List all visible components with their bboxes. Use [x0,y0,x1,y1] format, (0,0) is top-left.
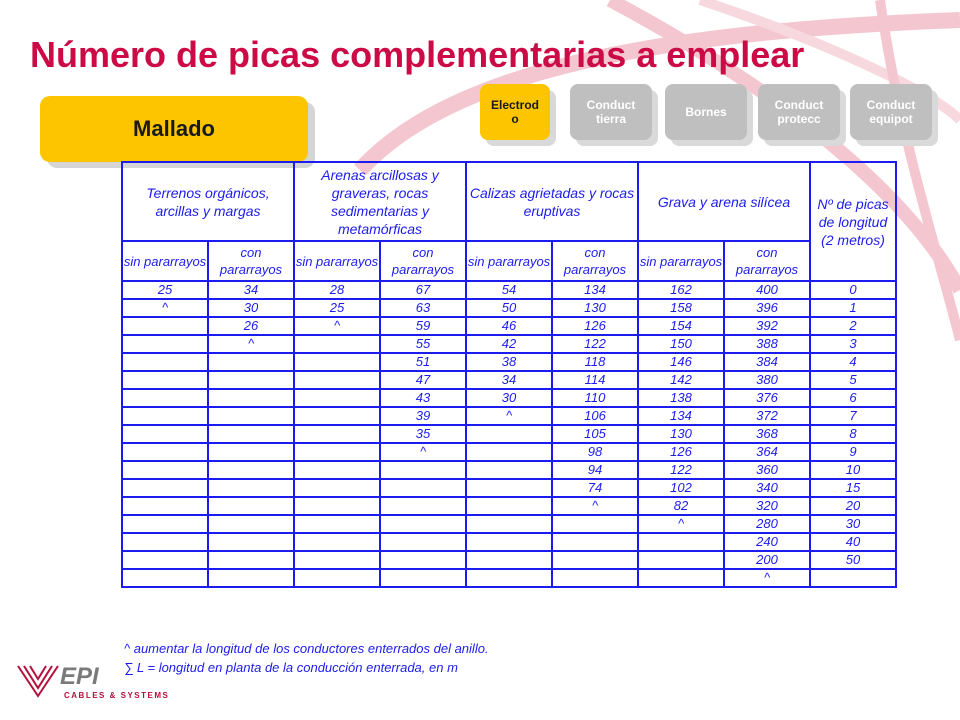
table-cell [122,407,208,425]
table-cell [294,353,380,371]
table-cell: 42 [466,335,552,353]
table-row [122,443,896,461]
table-cell [122,515,208,533]
table-cell: 400 [724,281,810,299]
table-cell: 50 [466,299,552,317]
table-cell: 130 [552,299,638,317]
table-row [122,479,896,497]
table-row [122,389,896,407]
table-cell: ^ [552,497,638,515]
table-cell: ^ [122,299,208,317]
table-cell [122,443,208,461]
table-cell: 130 [638,425,724,443]
table-cell [294,479,380,497]
table-cell: 340 [724,479,810,497]
table-cell: 126 [552,317,638,335]
table-cell: 30 [466,389,552,407]
table-cell: 392 [724,317,810,335]
table-cell [380,533,466,551]
table-cell [380,569,466,587]
table-cell: 25 [294,299,380,317]
table-cell: 360 [724,461,810,479]
company-logo [16,660,176,704]
table-row [122,551,896,569]
sin-pararrayos-header: sin pararrayos [294,241,380,281]
table-cell [208,407,294,425]
table-cell [466,497,552,515]
table-cell [380,479,466,497]
table-cell: 380 [724,371,810,389]
table-cell: 98 [552,443,638,461]
table-cell [208,533,294,551]
table-row [122,335,896,353]
table-cell: 6 [810,389,896,407]
table-cell [294,371,380,389]
con-pararrayos-header: con pararrayos [552,241,638,281]
table-cell: 34 [466,371,552,389]
group-header: Arenas arcillosas y graveras, rocas sedimentarias y metamórficas [294,162,466,241]
table-cell: 4 [810,353,896,371]
table-cell: 200 [724,551,810,569]
table-cell [208,479,294,497]
table-cell: 35 [380,425,466,443]
table-cell: 55 [380,335,466,353]
table-cell: 50 [810,551,896,569]
table-cell: ^ [466,407,552,425]
table-cell [208,353,294,371]
picas-table [121,161,897,588]
footnote-sum: ∑ L = longitud en planta de la conducción enterrada, en m [124,660,458,675]
table-cell: 39 [380,407,466,425]
table-cell: 372 [724,407,810,425]
picas-header: Nº de picas de longitud (2 metros) [810,162,896,281]
table-cell [380,461,466,479]
table-cell: 142 [638,371,724,389]
page-title: Número de picas complementarias a emplear [30,34,805,75]
table-cell: 28 [294,281,380,299]
table-cell: 8 [810,425,896,443]
table-cell: 320 [724,497,810,515]
table-cell [466,479,552,497]
table-cell: 10 [810,461,896,479]
table-cell: 82 [638,497,724,515]
nav-tab-1[interactable]: Conduct tierra [570,84,652,140]
table-cell [466,551,552,569]
footnotes [124,639,489,677]
table-cell [122,551,208,569]
table-cell [294,335,380,353]
table-cell: 122 [552,335,638,353]
nav-tab-4[interactable]: Conduct equipot [850,84,932,140]
table-row [122,299,896,317]
table-cell: 3 [810,335,896,353]
table-cell [552,515,638,533]
table-cell [122,461,208,479]
con-pararrayos-header: con pararrayos [380,241,466,281]
table-cell: 146 [638,353,724,371]
table-cell [208,461,294,479]
table-cell: 54 [466,281,552,299]
table-cell: 368 [724,425,810,443]
table-row [122,353,896,371]
table-cell: 162 [638,281,724,299]
table-cell: 2 [810,317,896,335]
table-cell [122,353,208,371]
table-cell [122,497,208,515]
table-cell [122,425,208,443]
table-cell: 122 [638,461,724,479]
table-cell: 280 [724,515,810,533]
table-cell [552,533,638,551]
table-cell [466,569,552,587]
table-cell [294,425,380,443]
table-cell: 114 [552,371,638,389]
table-cell: 5 [810,371,896,389]
table-cell [466,515,552,533]
group-header: Grava y arena silícea [638,162,810,241]
table-cell: 388 [724,335,810,353]
table-cell: 134 [638,407,724,425]
table-header-sub [122,241,896,281]
table-cell: 43 [380,389,466,407]
nav-tab-2[interactable]: Bornes [665,84,747,140]
table-cell: 9 [810,443,896,461]
con-pararrayos-header: con pararrayos [724,241,810,281]
table-cell: 110 [552,389,638,407]
table-cell [122,533,208,551]
table-cell [208,551,294,569]
table-cell [466,461,552,479]
table-cell: 1 [810,299,896,317]
table-cell: 118 [552,353,638,371]
table-cell: 94 [552,461,638,479]
sin-pararrayos-header: sin pararrayos [122,241,208,281]
nav-tab-3[interactable]: Conduct protecc [758,84,840,140]
table-cell: 158 [638,299,724,317]
table-cell [122,479,208,497]
table-cell: 26 [208,317,294,335]
table-cell: 30 [208,299,294,317]
table-cell [638,551,724,569]
table-cell: 126 [638,443,724,461]
table-cell: 40 [810,533,896,551]
logo-mark: EPI [60,663,99,690]
table-cell [552,551,638,569]
table-cell [122,569,208,587]
table-cell [208,389,294,407]
table-cell: 74 [552,479,638,497]
table-cell [294,443,380,461]
table-cell: 364 [724,443,810,461]
table-cell: 138 [638,389,724,407]
table-row [122,371,896,389]
table-cell [294,407,380,425]
table-cell [466,533,552,551]
sin-pararrayos-header: sin pararrayos [638,241,724,281]
table-cell: 46 [466,317,552,335]
logo-tagline: CABLES & SYSTEMS [64,691,170,700]
con-pararrayos-header: con pararrayos [208,241,294,281]
table-cell: 106 [552,407,638,425]
table-cell: ^ [294,317,380,335]
sin-pararrayos-header: sin pararrayos [466,241,552,281]
table-row [122,461,896,479]
table-cell: 396 [724,299,810,317]
table-cell [552,569,638,587]
table-cell: 154 [638,317,724,335]
table-cell: ^ [724,569,810,587]
table-cell: 105 [552,425,638,443]
table-cell: 384 [724,353,810,371]
table-row [122,281,896,299]
table-cell: 59 [380,317,466,335]
table-row [122,317,896,335]
table-row [122,533,896,551]
table-row [122,425,896,443]
nav-tab-0[interactable]: Electrod o [480,84,550,140]
table-cell [294,569,380,587]
table-cell: ^ [638,515,724,533]
table-cell [294,461,380,479]
table-cell: ^ [380,443,466,461]
table-cell: ^ [208,335,294,353]
table-cell: 47 [380,371,466,389]
table-cell: 25 [122,281,208,299]
table-cell [466,443,552,461]
table-cell [208,569,294,587]
table-cell [380,551,466,569]
table-cell [208,371,294,389]
table-header-groups [122,162,896,241]
table-cell [122,389,208,407]
table-cell [208,497,294,515]
table-cell [122,317,208,335]
table-row [122,497,896,515]
table-row [122,569,896,587]
table-cell [638,533,724,551]
table-cell [810,569,896,587]
table-cell [208,515,294,533]
table-cell [294,389,380,407]
table-cell [294,533,380,551]
table-cell [294,497,380,515]
table-cell: 0 [810,281,896,299]
group-header: Terrenos orgánicos, arcillas y margas [122,162,294,241]
table-cell: 150 [638,335,724,353]
group-header: Calizas agrietadas y rocas eruptivas [466,162,638,241]
table-cell [208,443,294,461]
table-cell: 15 [810,479,896,497]
table-cell [122,371,208,389]
table-cell [294,515,380,533]
table-cell: 38 [466,353,552,371]
table-cell [380,515,466,533]
table-cell: 376 [724,389,810,407]
table-cell: 102 [638,479,724,497]
table-row [122,515,896,533]
logo-chevron-icon [18,666,58,696]
table-cell: 30 [810,515,896,533]
table-cell [208,425,294,443]
table-cell: 63 [380,299,466,317]
table-cell: 134 [552,281,638,299]
table-cell [122,335,208,353]
footnote-caret: ^ aumentar la longitud de los conductores enterrados del anillo. [124,641,489,656]
table-cell [294,551,380,569]
table-cell: 51 [380,353,466,371]
table-cell [380,497,466,515]
mallado-button[interactable]: Mallado [40,96,308,162]
table-cell: 67 [380,281,466,299]
table-cell: 34 [208,281,294,299]
table-cell: 7 [810,407,896,425]
table-cell: 20 [810,497,896,515]
table-cell [466,425,552,443]
table-cell [638,569,724,587]
table-row [122,407,896,425]
table-cell: 240 [724,533,810,551]
